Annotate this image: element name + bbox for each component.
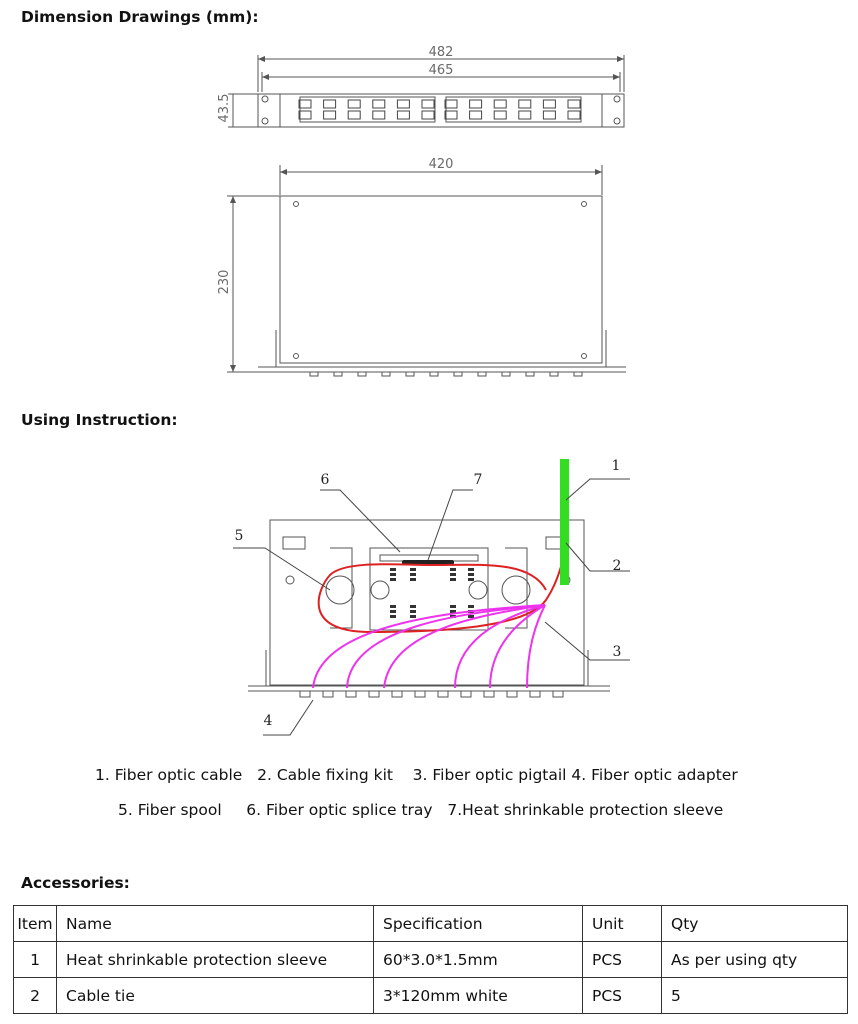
dim-482: 482 — [428, 45, 454, 60]
cell-qty: As per using qty — [662, 942, 848, 978]
dimension-heading: Dimension Drawings (mm): — [21, 8, 259, 26]
cell-unit: PCS — [583, 942, 662, 978]
accessories-table — [13, 905, 848, 1014]
header-item: Item — [14, 906, 57, 942]
header-unit: Unit — [583, 906, 662, 942]
dim-230: 230 — [217, 269, 232, 295]
header-name: Name — [57, 906, 374, 942]
cell-item: 1 — [14, 942, 57, 978]
cell-name: Heat shrinkable protection sleeve — [57, 942, 374, 978]
cell-qty: 5 — [662, 978, 848, 1014]
fiber-optic-cable — [560, 459, 569, 585]
cell-unit: PCS — [583, 978, 662, 1014]
accessories-heading: Accessories: — [21, 874, 130, 892]
table-row — [14, 942, 848, 978]
instruction-drawing — [233, 458, 630, 735]
pigtails — [313, 605, 545, 688]
top-view-drawing — [227, 165, 626, 372]
callout-1: 1 — [611, 458, 621, 474]
cell-specification: 3*120mm white — [374, 978, 583, 1014]
instruction-heading: Using Instruction: — [21, 411, 178, 429]
dim-43-5: 43.5 — [217, 93, 232, 123]
legend-line-2: 5. Fiber spool 6. Fiber optic splice tray 7.Heat shrinkable protection sleeve — [118, 801, 724, 819]
callout-3: 3 — [612, 644, 622, 660]
table-row — [14, 978, 848, 1014]
callout-7: 7 — [473, 472, 483, 488]
table-header-row — [14, 906, 848, 942]
header-specification: Specification — [374, 906, 583, 942]
header-qty: Qty — [662, 906, 848, 942]
legend-line-1: 1. Fiber optic cable 2. Cable fixing kit 3. Fiber optic pigtail 4. Fiber optic adapter — [95, 766, 738, 784]
dim-420: 420 — [428, 157, 454, 172]
cell-item: 2 — [14, 978, 57, 1014]
cell-name: Cable tie — [57, 978, 374, 1014]
dim-465: 465 — [428, 63, 454, 78]
cell-specification: 60*3.0*1.5mm — [374, 942, 583, 978]
callout-6: 6 — [320, 472, 330, 488]
callout-5: 5 — [234, 528, 244, 544]
fiber-loop — [319, 560, 563, 632]
callout-2: 2 — [612, 558, 622, 574]
callout-4: 4 — [263, 713, 273, 729]
